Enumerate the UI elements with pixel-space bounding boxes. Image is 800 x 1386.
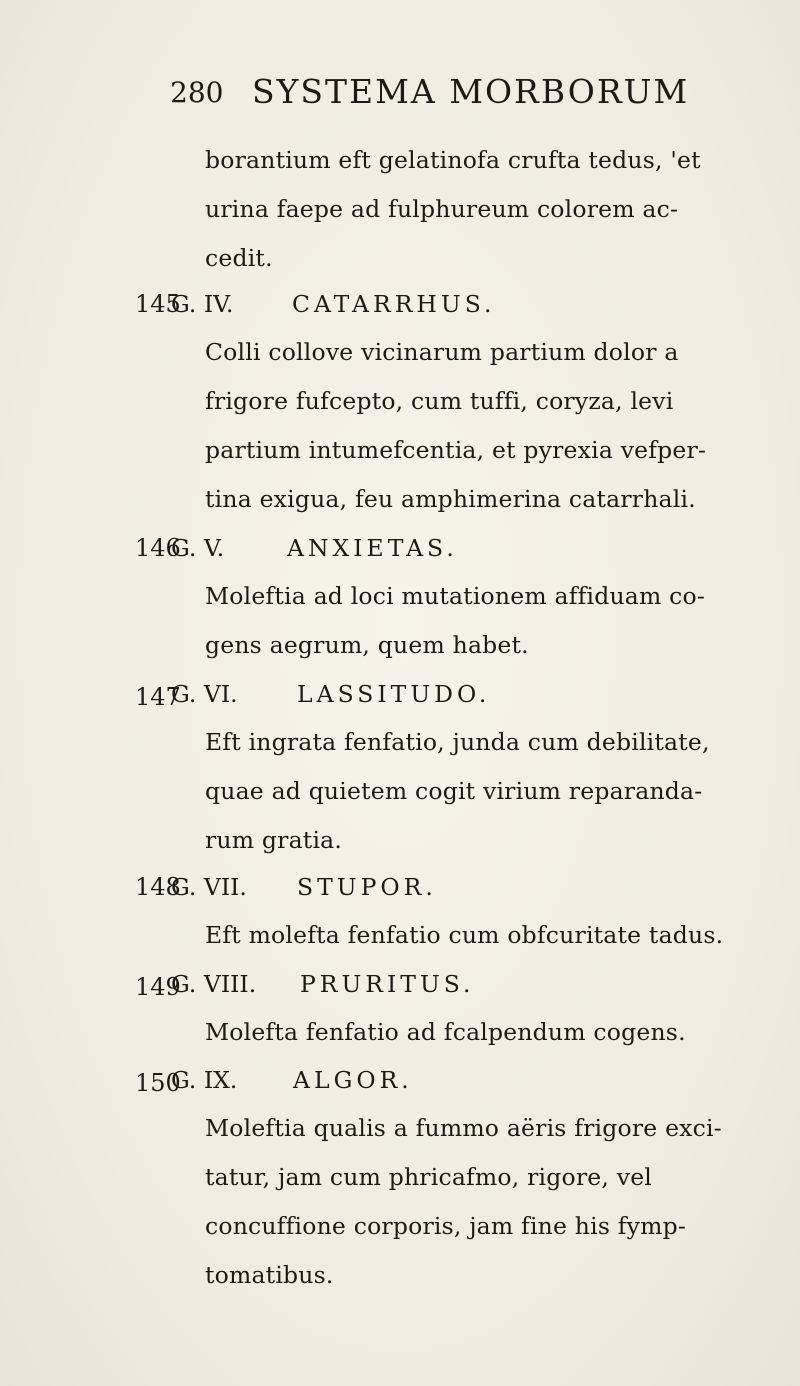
entry-line: Eft molefta fenfatio cum obfcuritate tadus. xyxy=(205,921,724,949)
entry-line: tatur, jam cum phricafmo, rigore, vel xyxy=(205,1163,653,1191)
genus-name: CATARRHUS. xyxy=(292,290,496,318)
entry-line: partium intumefcentia, et pyrexia vefper- xyxy=(205,436,707,464)
intro-line: cedit. xyxy=(205,244,273,272)
entry-number: 148 xyxy=(135,873,181,901)
genus-name: ALGOR. xyxy=(293,1066,413,1094)
entry-line: rum gratia. xyxy=(205,826,343,854)
entry-line: gens aegrum, quem habet. xyxy=(205,631,529,659)
entry-line: concuffione corporis, jam fine his fymp- xyxy=(205,1212,686,1240)
entry-line: Colli collove vicinarum partium dolor a xyxy=(205,338,679,366)
intro-line: borantium eft gelatinofa crufta tedus, 'et xyxy=(205,146,701,174)
entry-number: 147 xyxy=(135,683,181,711)
genus-code: G. VIII. xyxy=(171,970,257,998)
genus-code: G. V. xyxy=(171,534,225,562)
entry-line: tomatibus. xyxy=(205,1261,334,1289)
entry-line: Molefta fenfatio ad fcalpendum cogens. xyxy=(205,1018,686,1046)
genus-name: PRURITUS. xyxy=(300,970,475,998)
entry-number: 150 xyxy=(135,1069,181,1097)
entry-line: tina exigua, feu amphimerina catarrhali. xyxy=(205,485,696,513)
running-title: SYSTEMA MORBORUM xyxy=(252,72,690,111)
entry-line: Eft ingrata fenfatio, junda cum debilitate, xyxy=(205,728,710,756)
entry-number: 146 xyxy=(135,534,181,562)
genus-code: G. IV. xyxy=(171,290,234,318)
genus-code: G. VI. xyxy=(171,680,238,708)
genus-code: G. IX. xyxy=(171,1066,238,1094)
genus-name: STUPOR. xyxy=(297,873,437,901)
genus-name: LASSITUDO. xyxy=(297,680,491,708)
entry-line: quae ad quietem cogit virium reparanda- xyxy=(205,777,703,805)
entry-line: Moleftia ad loci mutationem affiduam co- xyxy=(205,582,705,610)
entry-line: frigore fufcepto, cum tuffi, coryza, levi xyxy=(205,387,674,415)
entry-number: 145 xyxy=(135,290,181,318)
page-header xyxy=(0,72,800,122)
page-number: 280 xyxy=(170,76,224,109)
entry-line: Moleftia qualis a fummo aëris frigore exci- xyxy=(205,1114,722,1142)
genus-name: ANXIETAS. xyxy=(287,534,458,562)
entry-number: 149 xyxy=(135,973,181,1001)
genus-code: G. VII. xyxy=(171,873,247,901)
intro-line: urina faepe ad fulphureum colorem ac- xyxy=(205,195,679,223)
